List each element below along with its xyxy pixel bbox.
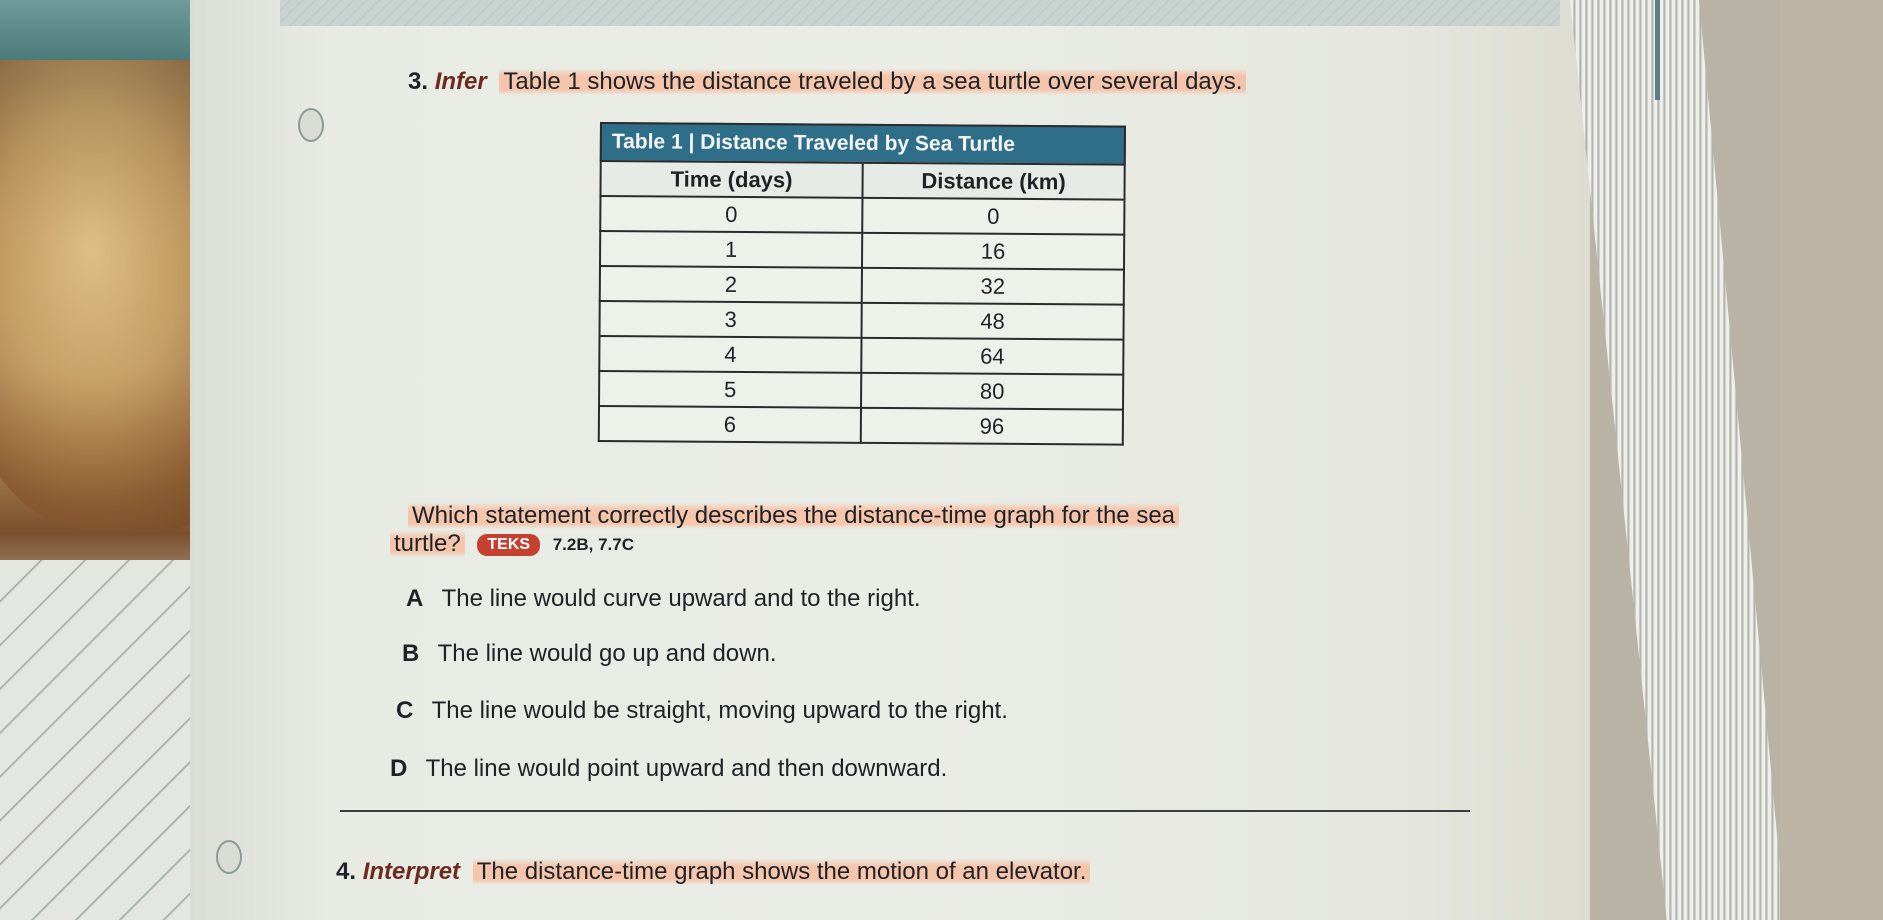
table-header-distance: Distance (km) bbox=[862, 163, 1124, 200]
question-verb: Interpret bbox=[362, 858, 461, 885]
table-row bbox=[600, 266, 1124, 305]
binding-ring bbox=[216, 840, 242, 874]
option-text: The line would point upward and then downward. bbox=[425, 755, 948, 782]
option-text: The line would be straight, moving upward to the right. bbox=[431, 697, 1008, 724]
table-cell-distance: 64 bbox=[861, 338, 1123, 375]
question-4-header bbox=[336, 858, 1090, 886]
table-cell-time: 5 bbox=[599, 371, 861, 408]
distance-table bbox=[598, 122, 1126, 446]
table-cell-distance: 0 bbox=[862, 198, 1124, 235]
table-row bbox=[600, 301, 1124, 340]
question-stem: Which statement correctly describes the distance-time graph for the sea bbox=[408, 502, 1179, 529]
question-prompt: Table 1 shows the distance traveled by a sea turtle over several days. bbox=[499, 68, 1246, 95]
option-letter: A bbox=[406, 585, 424, 612]
table-caption: Table 1 | Distance Traveled by Sea Turtle bbox=[600, 122, 1126, 164]
answer-option-a[interactable] bbox=[406, 585, 921, 613]
table-cell-distance: 80 bbox=[861, 373, 1123, 410]
section-divider bbox=[340, 810, 1470, 812]
table-row bbox=[600, 196, 1124, 235]
table-cell-time: 2 bbox=[600, 266, 862, 303]
table-row bbox=[599, 406, 1123, 445]
table-cell-time: 3 bbox=[600, 301, 862, 338]
question-prompt: The distance-time graph shows the motion of an elevator. bbox=[473, 858, 1091, 885]
teks-badge: TEKS bbox=[477, 534, 540, 556]
table-cell-distance: 48 bbox=[861, 303, 1123, 340]
page-edge-marker bbox=[1655, 0, 1660, 100]
option-letter: D bbox=[390, 755, 408, 782]
desk-surface bbox=[1780, 0, 1883, 920]
question-stem-end: turtle? bbox=[390, 530, 465, 557]
table-row bbox=[600, 231, 1124, 270]
option-text: The line would curve upward and to the right. bbox=[441, 585, 921, 612]
question-3-text-line1 bbox=[408, 502, 1179, 530]
question-verb: Infer bbox=[434, 68, 487, 95]
table-header-time: Time (days) bbox=[600, 161, 862, 198]
book-page-edges bbox=[1570, 0, 1785, 920]
table-cell-distance: 32 bbox=[862, 268, 1124, 305]
teks-codes: 7.2B, 7.7C bbox=[552, 534, 634, 554]
answer-option-b[interactable] bbox=[402, 640, 776, 668]
option-text: The line would go up and down. bbox=[437, 640, 777, 667]
question-number: 3. bbox=[408, 68, 429, 95]
table-cell-distance: 96 bbox=[861, 408, 1123, 445]
question-3-text-line2 bbox=[390, 530, 634, 558]
table-row bbox=[599, 336, 1123, 375]
table-cell-distance: 16 bbox=[862, 233, 1124, 270]
question-3-header bbox=[408, 68, 1246, 96]
page-top-band bbox=[280, 0, 1560, 26]
table-header-row bbox=[600, 161, 1124, 200]
option-letter: B bbox=[402, 640, 420, 667]
answer-option-c[interactable] bbox=[396, 697, 1008, 725]
table-cell-time: 6 bbox=[599, 406, 861, 443]
table-cell-time: 4 bbox=[599, 336, 861, 373]
table-cell-time: 0 bbox=[600, 196, 862, 233]
question-number: 4. bbox=[336, 858, 357, 885]
binding-ring bbox=[298, 108, 324, 142]
table-cell-time: 1 bbox=[600, 231, 862, 268]
answer-option-d[interactable] bbox=[390, 755, 947, 783]
table-row bbox=[599, 371, 1123, 410]
option-letter: C bbox=[396, 697, 414, 724]
